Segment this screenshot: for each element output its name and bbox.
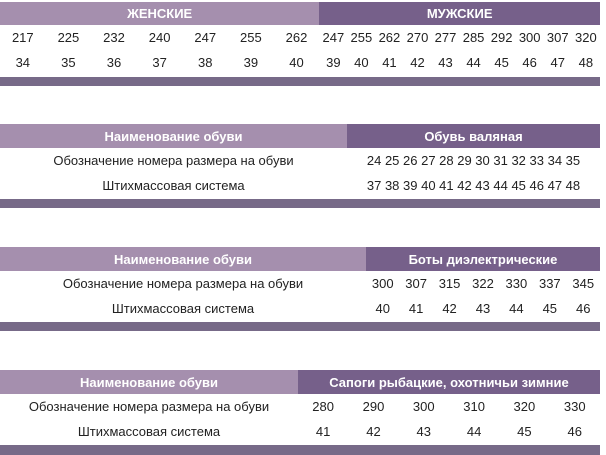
table-cell: 41 bbox=[382, 55, 397, 70]
table-cell: 47 bbox=[550, 55, 565, 70]
table-cell: 44 bbox=[466, 424, 482, 439]
table-cell: 44 bbox=[509, 301, 524, 316]
table-cell: 43 bbox=[438, 55, 453, 70]
table-cell: 320 bbox=[575, 30, 597, 45]
table-cell: 300 bbox=[412, 399, 435, 414]
table-cell: 255 bbox=[240, 30, 262, 45]
table-cell: 247 bbox=[194, 30, 217, 45]
table-cell: 320 bbox=[513, 399, 536, 414]
table-cell: 255 bbox=[350, 30, 373, 45]
table-cell: 41 bbox=[408, 301, 424, 316]
table-cell: 45 bbox=[494, 55, 509, 70]
table-row bbox=[0, 173, 600, 198]
table-cell: 40 bbox=[289, 55, 304, 70]
table-row bbox=[0, 394, 600, 419]
table-cell: 330 bbox=[505, 276, 528, 291]
table-cell: 315 bbox=[438, 276, 461, 291]
table-cell: 41 bbox=[315, 424, 331, 439]
row-values: 24 25 26 27 28 29 30 31 32 33 34 35 bbox=[366, 153, 581, 168]
table-cell: 292 bbox=[490, 30, 513, 45]
table-cell: 300 bbox=[371, 276, 394, 291]
header-women: ЖЕНСКИЕ bbox=[0, 2, 319, 25]
header-shoe-name: Наименование обуви bbox=[0, 124, 347, 148]
header-dielectric-boots: Боты диэлектрические bbox=[366, 247, 600, 271]
table-cell: 40 bbox=[354, 55, 369, 70]
table-cell: 34 bbox=[15, 55, 31, 70]
row-label-size-designation: Обозначение номера размера на обуви bbox=[28, 399, 270, 414]
table-row bbox=[0, 419, 600, 444]
divider-bar bbox=[0, 322, 600, 331]
divider-bar bbox=[0, 77, 600, 86]
table-cell: 42 bbox=[366, 424, 381, 439]
table-cell: 43 bbox=[416, 424, 432, 439]
table-cell: 300 bbox=[518, 30, 541, 45]
size-table-women-men bbox=[0, 2, 600, 75]
header-shoe-name: Наименование обуви bbox=[0, 370, 298, 394]
table-cell: 270 bbox=[406, 30, 429, 45]
table-cell: 35 bbox=[61, 55, 76, 70]
size-table-dielectric-boots bbox=[0, 247, 600, 321]
table-cell: 232 bbox=[103, 30, 125, 45]
table-cell: 44 bbox=[466, 55, 481, 70]
row-label-size-designation: Обозначение номера размера на обуви bbox=[53, 153, 294, 168]
row-label-size-designation: Обозначение номера размера на обуви bbox=[62, 276, 304, 291]
table-cell: 307 bbox=[405, 276, 427, 291]
header-shoe-name: Наименование обуви bbox=[0, 247, 366, 271]
row-values: 37 38 39 40 41 42 43 44 45 46 47 48 bbox=[366, 178, 581, 193]
table-cell: 310 bbox=[463, 399, 485, 414]
row-label-stichmass: Штихмассовая система bbox=[102, 178, 245, 193]
table-cell: 247 bbox=[322, 30, 345, 45]
table-cell: 285 bbox=[462, 30, 485, 45]
table-cell: 46 bbox=[576, 301, 591, 316]
table-cell: 48 bbox=[578, 55, 594, 70]
table-cell: 307 bbox=[546, 30, 569, 45]
header-men: МУЖСКИЕ bbox=[319, 2, 600, 25]
table-row bbox=[0, 148, 600, 173]
table-row bbox=[0, 271, 600, 296]
table-cell: 39 bbox=[326, 55, 341, 70]
table-cell: 345 bbox=[572, 276, 595, 291]
table-cell: 36 bbox=[106, 55, 122, 70]
table-cell: 42 bbox=[442, 301, 457, 316]
size-table-fishing-boots bbox=[0, 370, 600, 444]
table-row bbox=[0, 50, 600, 75]
table-cell: 46 bbox=[567, 424, 583, 439]
table-cell: 217 bbox=[11, 30, 34, 45]
table-cell: 277 bbox=[434, 30, 457, 45]
table-cell: 45 bbox=[517, 424, 532, 439]
table-cell: 38 bbox=[198, 55, 213, 70]
table-cell: 290 bbox=[362, 399, 385, 414]
row-label-stichmass: Штихмассовая система bbox=[111, 301, 255, 316]
table-cell: 280 bbox=[312, 399, 334, 414]
table-row bbox=[0, 25, 600, 50]
table-cell: 46 bbox=[522, 55, 537, 70]
table-cell: 45 bbox=[542, 301, 558, 316]
table-cell: 39 bbox=[243, 55, 259, 70]
table-cell: 240 bbox=[148, 30, 171, 45]
table-cell: 40 bbox=[375, 301, 390, 316]
size-table-felt-boots bbox=[0, 124, 600, 198]
row-label-stichmass: Штихмассовая система bbox=[77, 424, 221, 439]
table-cell: 43 bbox=[475, 301, 491, 316]
table-cell: 37 bbox=[152, 55, 167, 70]
table-cell: 322 bbox=[472, 276, 494, 291]
table-cell: 262 bbox=[378, 30, 401, 45]
table-row bbox=[0, 296, 600, 321]
divider-bar bbox=[0, 445, 600, 455]
header-felt-boots: Обувь валяная bbox=[347, 124, 600, 148]
table-cell: 262 bbox=[285, 30, 308, 45]
table-cell: 337 bbox=[538, 276, 561, 291]
table-cell: 42 bbox=[410, 55, 425, 70]
header-fishing-boots: Сапоги рыбацкие, охотничьи зимние bbox=[298, 370, 600, 394]
table-cell: 330 bbox=[563, 399, 586, 414]
divider-bar bbox=[0, 199, 600, 208]
table-cell: 225 bbox=[57, 30, 80, 45]
